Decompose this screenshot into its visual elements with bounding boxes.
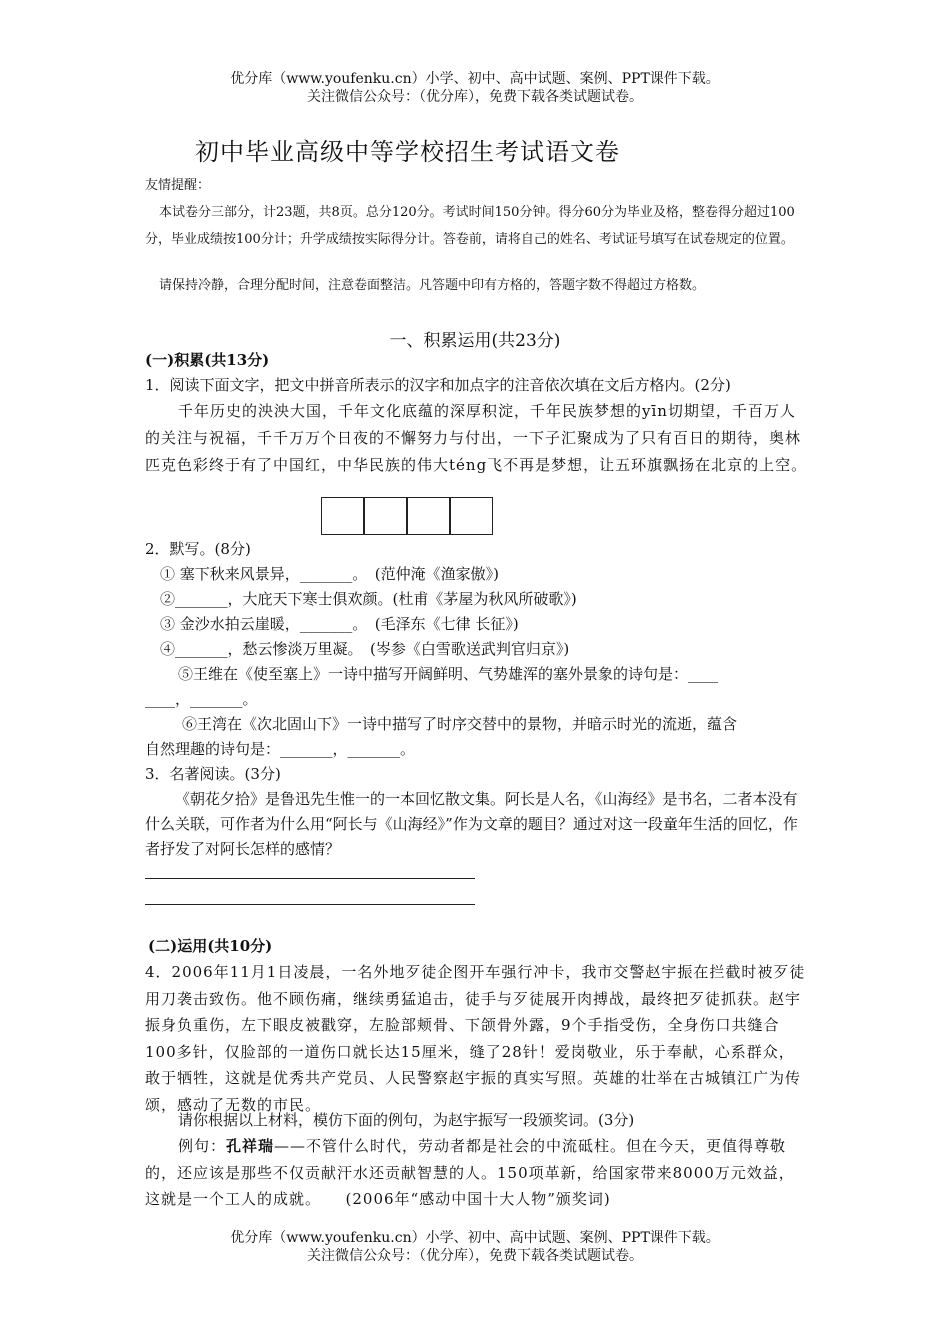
q3-text: 《朝花夕拾》是鲁迅先生惟一的一本回忆散文集。阿长是人名，《山海经》是书名，二者本没有什么关联，可作者为什么用“阿长与《山海经》”作为文章的题目？通过对这一段童年生活的回忆，作者抒发了对阿长怎样的感情？ [145, 790, 798, 858]
q2-item-4: ④_______，愁云惨淡万里凝。 (岑参《白雪歌送武判官归京》) [160, 640, 570, 658]
footer-line-1: 优分库（www.youfenku.cn）小学、初中、高中试题、案例、PPT课件下载。 [230, 1230, 720, 1246]
example-name: 孔祥瑞 [226, 1137, 275, 1155]
footer-line-2: 关注微信公众号：（优分库），免费下载各类试题试卷。 [307, 1248, 643, 1264]
subsection-accumulate: (一)积累(共13分) [145, 351, 270, 369]
q2-item-5a: ⑤王维在《使至塞上》一诗中描写开阔鲜明、气势雄浑的塞外景象的诗句是：____ [178, 665, 719, 683]
q2-stem: 2．默写。(8分) [145, 540, 251, 558]
header-line-2: 关注微信公众号：（优分库），免费下载各类试题试卷。 [307, 89, 643, 105]
subsection-apply: (二)运用(共10分) [148, 937, 273, 955]
q2-item-1: ① 塞下秋来风景异，_______。 (范仲淹《渔家傲》) [160, 565, 499, 583]
answer-box-1[interactable] [321, 497, 364, 535]
notice-label: 友情提醒： [145, 178, 211, 193]
example-label: 例句： [178, 1137, 227, 1155]
q2-item-2: ②_______，大庇天下寒士俱欢颜。(杜甫《茅屋为秋风所破歌》) [160, 590, 577, 608]
answer-line-1[interactable] [145, 878, 475, 879]
q4-request: 请你根据以上材料，模仿下面的例句，为赵宇振写一段颁奖词。(3分) [178, 1111, 635, 1129]
notice-paragraph-2: 请保持冷静，合理分配时间，注意卷面整洁。凡答题中印有方格的，答题字数不得超过方格数。 [159, 278, 706, 293]
q2-item-3: ③ 金沙水拍云崖暖，_______。 (毛泽东《七律 长征》) [160, 615, 519, 633]
header-line-1: 优分库（www.youfenku.cn）小学、初中、高中试题、案例、PPT课件下载。 [230, 71, 720, 87]
q2-item-6b: 自然理趣的诗句是：_______，_______。 [145, 740, 416, 758]
q3-stem: 3．名著阅读。(3分) [145, 765, 281, 783]
page-title: 初中毕业高级中等学校招生考试语文卷 [195, 138, 620, 166]
q2-item-5b: ____，_______。 [145, 690, 258, 708]
answer-box-2[interactable] [364, 497, 407, 535]
answer-box-4[interactable] [450, 497, 493, 535]
q1-text: 千年历史的泱泱大国，千年文化底蕴的深厚积淀，千年民族梦想的yīn切期望，千百万人的关注与祝福，千千万万个日夜的不懈努力与付出，一下子汇聚成为了只有百日的期待，奥林匹克色彩终于有了中国红，中华民族的伟大téng飞不再是梦想，让五环旗飘扬在北京的上空。 [145, 402, 808, 474]
q2-item-6a: ⑥王湾在《次北固山下》一诗中描写了时序交替中的景物，并暗示时光的流逝，蕴含 [182, 715, 738, 733]
notice-paragraph-1: 本试卷分三部分，计23题，共8页。总分120分。考试时间150分钟。得分60分为毕业及格，整卷得分超过100分，毕业成绩按100分计；升学成绩按实际得分计。答卷前，请将自己的姓名、考试证号填写在试卷规定的位置。 [145, 205, 795, 247]
answer-box-3[interactable] [407, 497, 450, 535]
q4-example [145, 1133, 810, 1213]
section-title: 一、积累运用(共23分) [389, 331, 561, 351]
q4-text: 4．2006年11月1日凌晨，一名外地歹徒企图开车强行冲卡，我市交警赵宇振在拦截时被歹徒用刀袭击致伤。他不顾伤痛，继续勇猛追击，徒手与歹徒展开肉搏战，最终把歹徒抓获。赵宇振身负重伤，左下眼皮被戳穿，左脸部颊骨、下颌骨外露，9个手指受伤，全身伤口共缝合100多针，仅脸部的一道伤口就长达15厘米，缝了28针！爱岗敬业，乐于奉献，心系群众，敢于牺牲，这就是优秀共产党员、人民警察赵宇振的真实写照。英雄的壮举在古城镇江广为传颂，感动了无数的市民。 [145, 963, 806, 1114]
answer-line-2[interactable] [145, 904, 475, 905]
q1-stem: 1．阅读下面文字，把文中拼音所表示的汉字和加点字的注音依次填在文后方格内。(2分) [145, 376, 731, 394]
example-text: ——不管什么时代，劳动者都是社会的中流砥柱。但在今天，更值得尊敬的，还应该是那些不仅贡献汗水还贡献智慧的人。150项革新，给国家带来8000万元效益，这就是一个工人的成就。 (2006年“感动中国十大人物”颁奖词) [145, 1137, 795, 1208]
